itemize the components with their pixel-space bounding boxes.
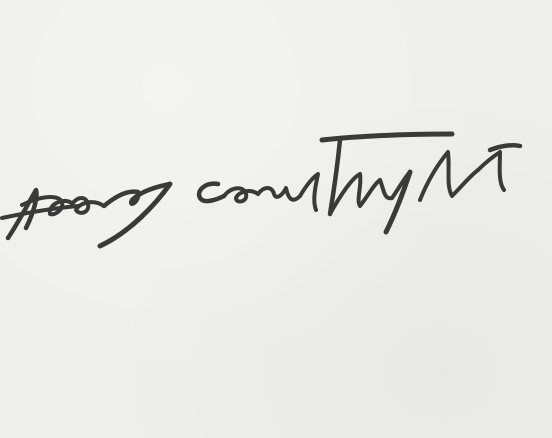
signature-word-1 bbox=[2, 184, 170, 246]
signature-word-2 bbox=[199, 134, 520, 232]
